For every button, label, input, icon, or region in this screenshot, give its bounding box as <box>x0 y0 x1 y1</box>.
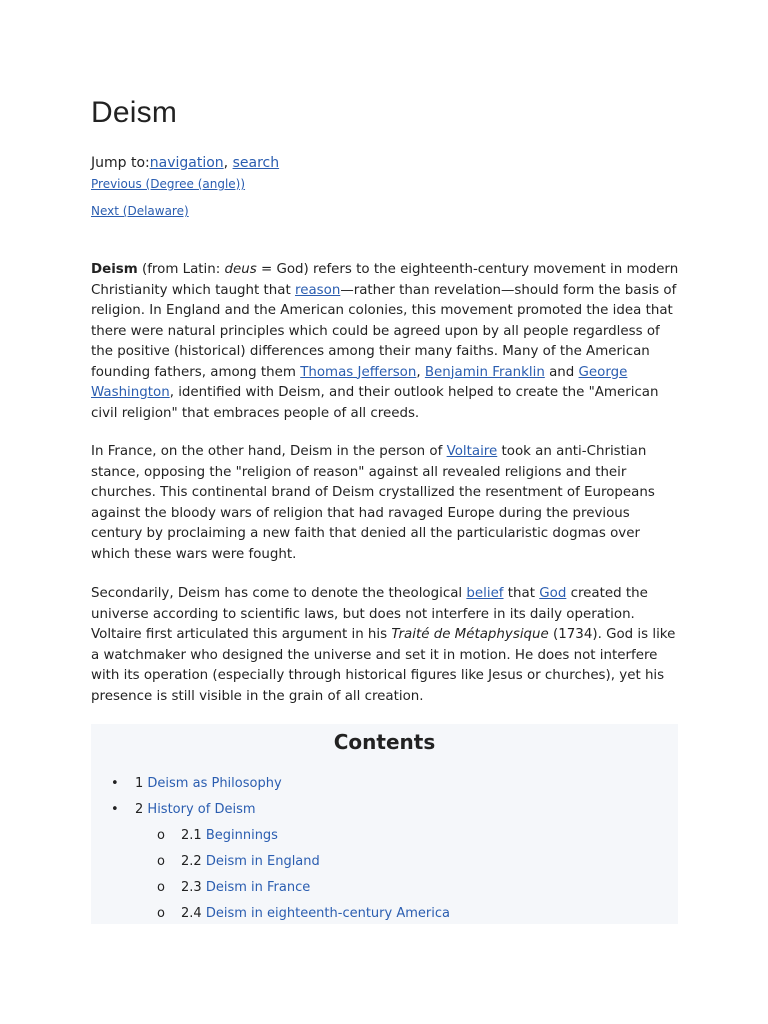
george-washington-link[interactable]: George Washington <box>91 364 628 400</box>
voltaire-link[interactable]: Voltaire <box>446 444 498 459</box>
text-span: created the universe according to scientific laws, but does not interfere in its daily operation. Voltaire first articulated this argument in his <box>91 586 648 642</box>
sub-bullet: o <box>157 828 165 843</box>
text-span: that <box>503 586 540 601</box>
contents-heading: Contents <box>333 730 436 754</box>
toc-number: 2.2 <box>181 854 202 869</box>
reason-link[interactable]: reason <box>295 282 341 298</box>
benjamin-franklin-link[interactable]: Benjamin Franklin <box>424 364 545 380</box>
text-span: and <box>544 364 579 380</box>
page-title: Deism <box>91 96 178 129</box>
text-span: = God) refers to the eighteenth-century movement in modern Christianity which taught that <box>91 262 679 298</box>
text-span: (1734). God is like a watchmaker who designed the universe and set it in motion. He does not interfere with its operation (especially through historical figures like Jesus or churches), yet his presence is still visible in the grain of all creation. <box>91 627 676 704</box>
toc-subitem <box>157 828 278 843</box>
jump-separator: , <box>223 155 233 171</box>
jump-search-link[interactable]: search <box>232 155 280 171</box>
jump-navigation-link[interactable]: navigation <box>149 155 224 171</box>
toc-item <box>111 802 256 817</box>
toc-link-beginnings[interactable]: Beginnings <box>201 828 278 843</box>
toc-item <box>111 776 282 791</box>
thomas-jefferson-link[interactable]: Thomas Jefferson <box>300 364 417 380</box>
previous-article-link[interactable]: Previous (Degree (angle)) <box>91 177 246 191</box>
toc-link-deism-in-eighteenth-century-america[interactable]: Deism in eighteenth-century America <box>201 906 450 921</box>
toc-subitem <box>157 906 450 921</box>
toc-number: 1 <box>135 776 144 791</box>
text-span: , <box>416 364 425 380</box>
toc-link-history-of-deism[interactable]: History of Deism <box>143 802 256 817</box>
text-span: —rather than revelation—should form the basis of religion. In England and the American colonies, this movement promoted the idea that there were natural principles which could be agreed upon by all people regardless of the positive (historical) differences among their many faiths. Many of the American founding fathers, among them <box>91 282 677 380</box>
toc-subitem <box>157 880 310 895</box>
toc-subitem <box>157 854 320 869</box>
toc-number: 2.3 <box>181 880 202 895</box>
sub-bullet: o <box>157 906 165 921</box>
term-bold: Deism <box>91 262 138 277</box>
toc-link-deism-as-philosophy[interactable]: Deism as Philosophy <box>143 776 282 791</box>
god-link[interactable]: God <box>539 586 567 601</box>
sub-bullet: o <box>157 854 165 869</box>
france-paragraph <box>91 442 681 565</box>
bullet: • <box>111 802 119 817</box>
intro-paragraph <box>91 260 681 424</box>
latin-term: deus <box>224 262 257 277</box>
bullet: • <box>111 776 119 791</box>
next-article-link[interactable]: Next (Delaware) <box>91 204 189 218</box>
toc-link-deism-in-england[interactable]: Deism in England <box>201 854 320 869</box>
text-span: In France, on the other hand, Deism in the person of <box>91 444 447 459</box>
jump-to-label: Jump to: <box>91 155 150 171</box>
secondary-paragraph <box>91 584 681 707</box>
toc-link-deism-in-france[interactable]: Deism in France <box>201 880 311 895</box>
toc-number: 2.4 <box>181 906 202 921</box>
text-span: took an anti-Christian stance, opposing the "religion of reason" against all revealed religions and their churches. This continental brand of Deism crystallized the resentment of Europeans against the bloody wars of religion that had ravaged Europe during the previous century by proclaiming a new faith that denied all the particularistic dogmas over which these wars were fought. <box>91 444 655 562</box>
sub-bullet: o <box>157 880 165 895</box>
text-span: Secondarily, Deism has come to denote the theological <box>91 586 467 601</box>
jump-to-bar <box>91 155 279 171</box>
toc-number: 2.1 <box>181 828 202 843</box>
text-span: , identified with Deism, and their outlook helped to create the "American civil religion" that embraces people of all creeds. <box>91 385 659 421</box>
book-title: Traité de Métaphysique <box>391 627 549 642</box>
text-span: (from Latin: <box>137 262 225 277</box>
toc-number: 2 <box>135 802 144 817</box>
belief-link[interactable]: belief <box>466 586 504 601</box>
